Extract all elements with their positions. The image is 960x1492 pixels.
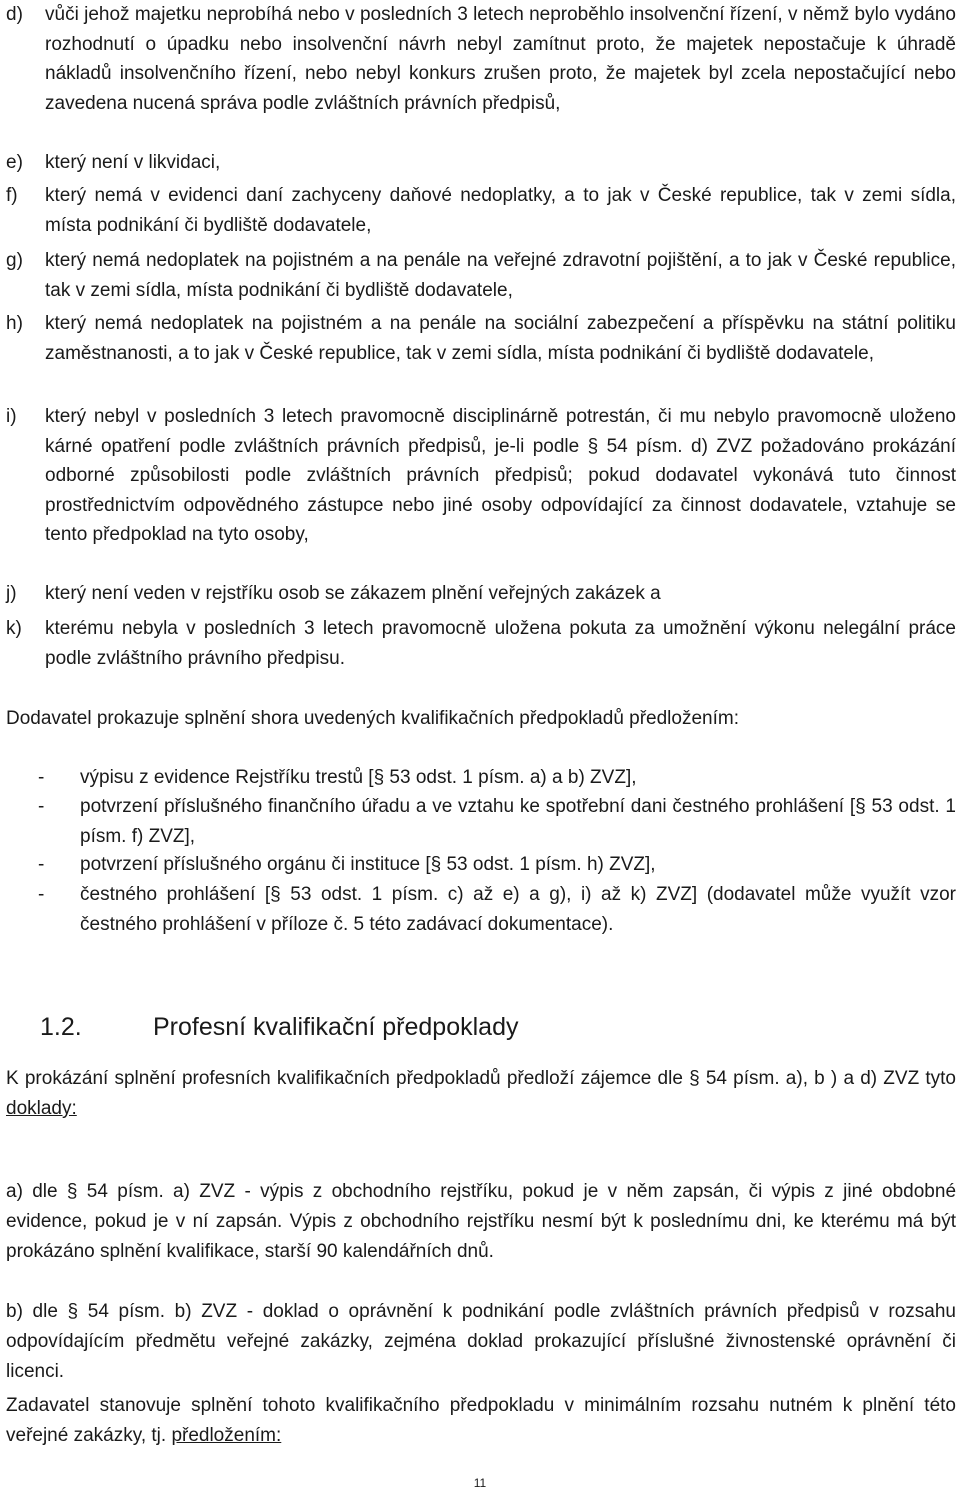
section-intro <box>6 1064 956 1124</box>
dash-item-4 <box>38 880 956 939</box>
paragraph-a-lead: a) dle § 54 písm. a) ZVZ <box>6 1181 236 1202</box>
list-item-d <box>6 0 956 118</box>
dash-item-1 <box>38 763 956 793</box>
dash-item-text: čestného prohlášení [§ 53 odst. 1 písm. c) až e) a g), i) až k) ZVZ] (dodavatel může využít vzor čestného prohlášení v příloze č. 5 této zadávací dokumentace). <box>80 884 956 935</box>
predlozenim-link: předložením: <box>171 1425 282 1446</box>
list-item-text: který nemá v evidenci daní zachyceny daňové nedoplatky, a to jak v České republice, tak v zemi sídla, místa podnikání či bydliště dodavatele, <box>45 185 956 236</box>
dash-item-text: potvrzení příslušného finančního úřadu a ve vztahu ke spotřební dani čestného prohlášení [§ 53 odst. 1 písm. f) ZVZ], <box>80 796 956 847</box>
list-item-text: který není veden v rejstříku osob se zákazem plnění veřejných zakázek a <box>45 583 661 604</box>
closing-paragraph <box>6 1391 956 1451</box>
dash-marker: - <box>38 884 45 905</box>
paragraph-b <box>6 1297 956 1387</box>
paragraph-a <box>6 1177 956 1267</box>
list-marker: d) <box>6 4 23 25</box>
list-marker: i) <box>6 406 17 427</box>
list-item-i <box>6 402 956 550</box>
list-item-h <box>6 309 956 368</box>
list-item-text: který nemá nedoplatek na pojistném a na penále na veřejné zdravotní pojištění, a to jak v České republice, tak v zemi sídla, místa podnikání či bydliště dodavatele, <box>45 250 956 301</box>
paragraph-a-text: - výpis z obchodního rejstříku, pokud je v něm zapsán, či výpis z jiné obdobné evidence, pokud je v ní zapsán. Výpis z obchodního rejstříku nesmí být k poslednímu dni, ke kterému má být prokázáno splnění kvalifikace, starší 90 kalendářních dnů. <box>6 1181 957 1262</box>
list-item-text: vůči jehož majetku neprobíhá nebo v posledních 3 letech neproběhlo insolvenční řízení, v němž bylo vydáno rozhodnutí o úpadku nebo insolvenční návrh nebyl zamítnut proto, že majetek nepostačuje k úhradě nákladů insolvenčního řízení, nebo nebyl konkurs zrušen proto, že majetek byl zcela nepostačující nebo zavedena nucená správa podle zvláštních právních předpisů, <box>45 4 956 114</box>
dash-item-2 <box>38 792 956 851</box>
dash-item-text: výpisu z evidence Rejstříku trestů [§ 53 odst. 1 písm. a) a b) ZVZ], <box>80 767 637 788</box>
list-item-text: kterému nebyla v posledních 3 letech pravomocně uložena pokuta za umožnění výkonu nelegální práce podle zvláštního právního předpisu. <box>45 618 956 669</box>
list-marker: k) <box>6 618 22 639</box>
section-title: Profesní kvalifikační předpoklady <box>153 1013 519 1041</box>
list-marker: g) <box>6 250 23 271</box>
qualification-intro: Dodavatel prokazuje splnění shora uvedených kvalifikačních předpokladů předložením: <box>6 708 739 729</box>
list-item-text: který nemá nedoplatek na pojistném a na penále na sociální zabezpečení a příspěvku na státní politiku zaměstnanosti, a to jak v České republice, tak v zemi sídla, místa podnikání či bydliště dodavatele, <box>45 313 956 364</box>
list-item-f <box>6 181 956 240</box>
section-number: 1.2. <box>40 1013 82 1041</box>
doklady-link: doklady: <box>6 1098 77 1119</box>
list-item-text: který nebyl v posledních 3 letech pravomocně disciplinárně potrestán, či mu nebylo pravomocně uloženo kárné opatření podle zvláštních právních předpisů, je-li podle § 54 písm. d) ZVZ požadováno prokázání odborné způsobilosti podle zvláštních právních předpisů; pokud dodavatel vykonává tuto činnost prostřednictvím odpovědného zástupce nebo jiné osoby odpovídající za činnost dodavatele, vztahuje se tento předpoklad na tyto osoby, <box>45 406 956 546</box>
closing-text: Zadavatel stanovuje splnění tohoto kvalifikačního předpokladu v minimálním rozsahu nutném k plnění této veřejné zakázky, tj. <box>6 1395 956 1446</box>
dash-item-3 <box>38 850 956 880</box>
list-item-e <box>6 148 956 178</box>
page-number: 11 <box>473 1476 487 1490</box>
dash-item-text: potvrzení příslušného orgánu či instituce [§ 53 odst. 1 písm. h) ZVZ], <box>80 854 656 875</box>
list-marker: e) <box>6 152 23 173</box>
list-marker: f) <box>6 185 18 206</box>
list-marker: h) <box>6 313 23 334</box>
list-marker: j) <box>6 583 17 604</box>
dash-marker: - <box>38 767 45 788</box>
section-intro-text: K prokázání splnění profesních kvalifikačních předpokladů předloží zájemce dle § 54 písm. a), b ) a d) ZVZ tyto <box>6 1068 956 1089</box>
dash-marker: - <box>38 796 45 817</box>
list-item-j <box>6 579 956 609</box>
dash-marker: - <box>38 854 45 875</box>
list-item-g <box>6 246 956 305</box>
list-item-text: který není v likvidaci, <box>45 152 221 173</box>
paragraph-b-lead: b) dle § 54 písm. b) ZVZ <box>6 1301 238 1322</box>
paragraph-b-text: - doklad o oprávnění k podnikání podle zvláštních právních předpisů v rozsahu odpovídajícím předmětu veřejné zakázky, zejména doklad prokazující příslušné živnostenské oprávnění či licenci. <box>6 1301 956 1382</box>
list-item-k <box>6 614 956 673</box>
